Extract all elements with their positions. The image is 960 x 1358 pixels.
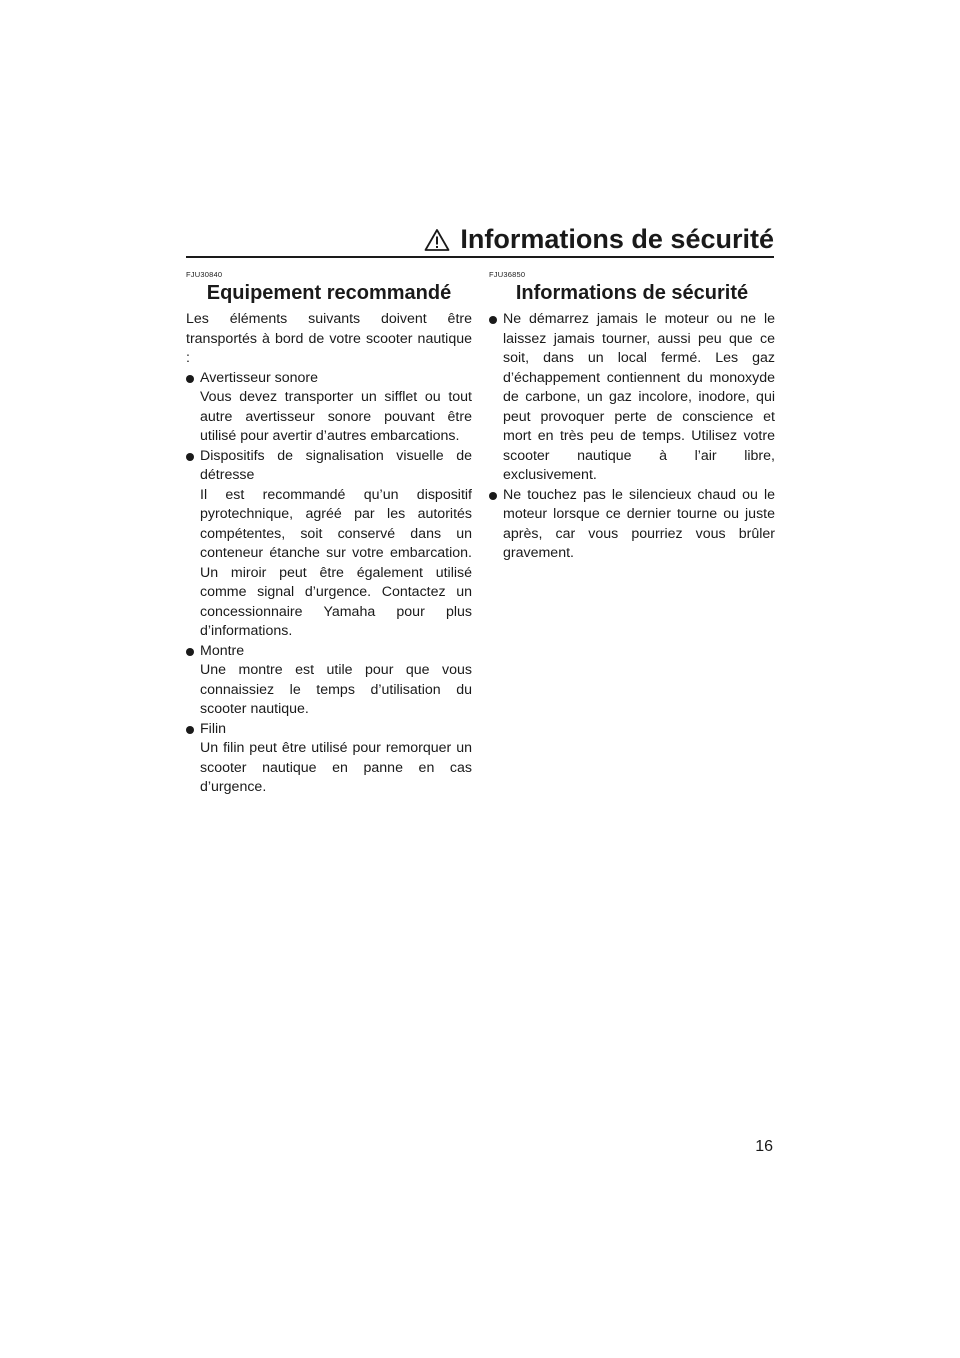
bullet-icon bbox=[489, 492, 497, 500]
item-label: Filin bbox=[200, 720, 227, 737]
item-text: Vous devez transporter un sifflet ou tout autre avertisseur sonore pouvant être utilisé pour avertir d’autres embarcations. bbox=[200, 389, 472, 444]
item-text: Il est recommandé qu’un dispositif pyrotechnique, agréé par les autorités compétentes, soit conservé dans un conteneur étanche sur votre embarcation. Un miroir peut être également utilisé comme signal d’urgence. Contactez un concessionnaire Yamaha pour plus d’informations. bbox=[200, 486, 472, 639]
warning-triangle-icon bbox=[424, 228, 450, 252]
item-label: Avertisseur sonore bbox=[200, 369, 319, 386]
item-label: Montre bbox=[200, 642, 245, 659]
left-column bbox=[186, 270, 472, 798]
equipment-list bbox=[186, 369, 472, 798]
page-number: 16 bbox=[755, 1138, 773, 1155]
section-title-equipment: Equipement recommandé bbox=[206, 282, 452, 304]
bullet-icon bbox=[186, 453, 194, 461]
list-item bbox=[186, 369, 472, 447]
list-item bbox=[489, 310, 775, 486]
item-text: Ne touchez pas le silencieux chaud ou le moteur lorsque ce dernier tourne ou juste après, car vous pourriez vous brûler gravement. bbox=[503, 486, 775, 561]
page-title: Informations de sécurité bbox=[460, 224, 774, 254]
right-column bbox=[489, 270, 775, 564]
page-title-container bbox=[424, 224, 774, 255]
safety-list bbox=[489, 310, 775, 564]
item-text: Une montre est utile pour que vous connaissiez le temps d’utilisation du scooter nautique. bbox=[200, 662, 472, 717]
item-text: Ne démarrez jamais le moteur ou ne le laissez jamais tourner, aussi peu que ce soit, dans un local fermé. Les gaz d’échappement contiennent du monoxyde de carbone, un gaz incolore, inodore, qui peut provoquer perte de conscience et mort en très peu de temps. Utilisez votre scooter nautique à l’air libre, exclusivement. bbox=[503, 311, 775, 483]
intro-paragraph: Les éléments suivants doivent être transportés à bord de votre scooter nautique : bbox=[186, 311, 472, 366]
bullet-icon bbox=[186, 375, 194, 383]
bullet-icon bbox=[489, 316, 497, 324]
list-item bbox=[186, 447, 472, 642]
list-item bbox=[186, 720, 472, 798]
section-code: FJU36850 bbox=[489, 270, 526, 279]
item-label: Dispositifs de signalisation visuelle de détresse bbox=[200, 447, 472, 483]
item-text: Un filin peut être utilisé pour remorquer un scooter nautique en panne en cas d’urgence. bbox=[200, 740, 472, 795]
page-header bbox=[186, 222, 774, 258]
list-item bbox=[489, 486, 775, 564]
section-code: FJU30840 bbox=[186, 270, 223, 279]
bullet-icon bbox=[186, 648, 194, 656]
section-title-safety: Informations de sécurité bbox=[515, 282, 749, 304]
bullet-icon bbox=[186, 726, 194, 734]
list-item bbox=[186, 642, 472, 720]
